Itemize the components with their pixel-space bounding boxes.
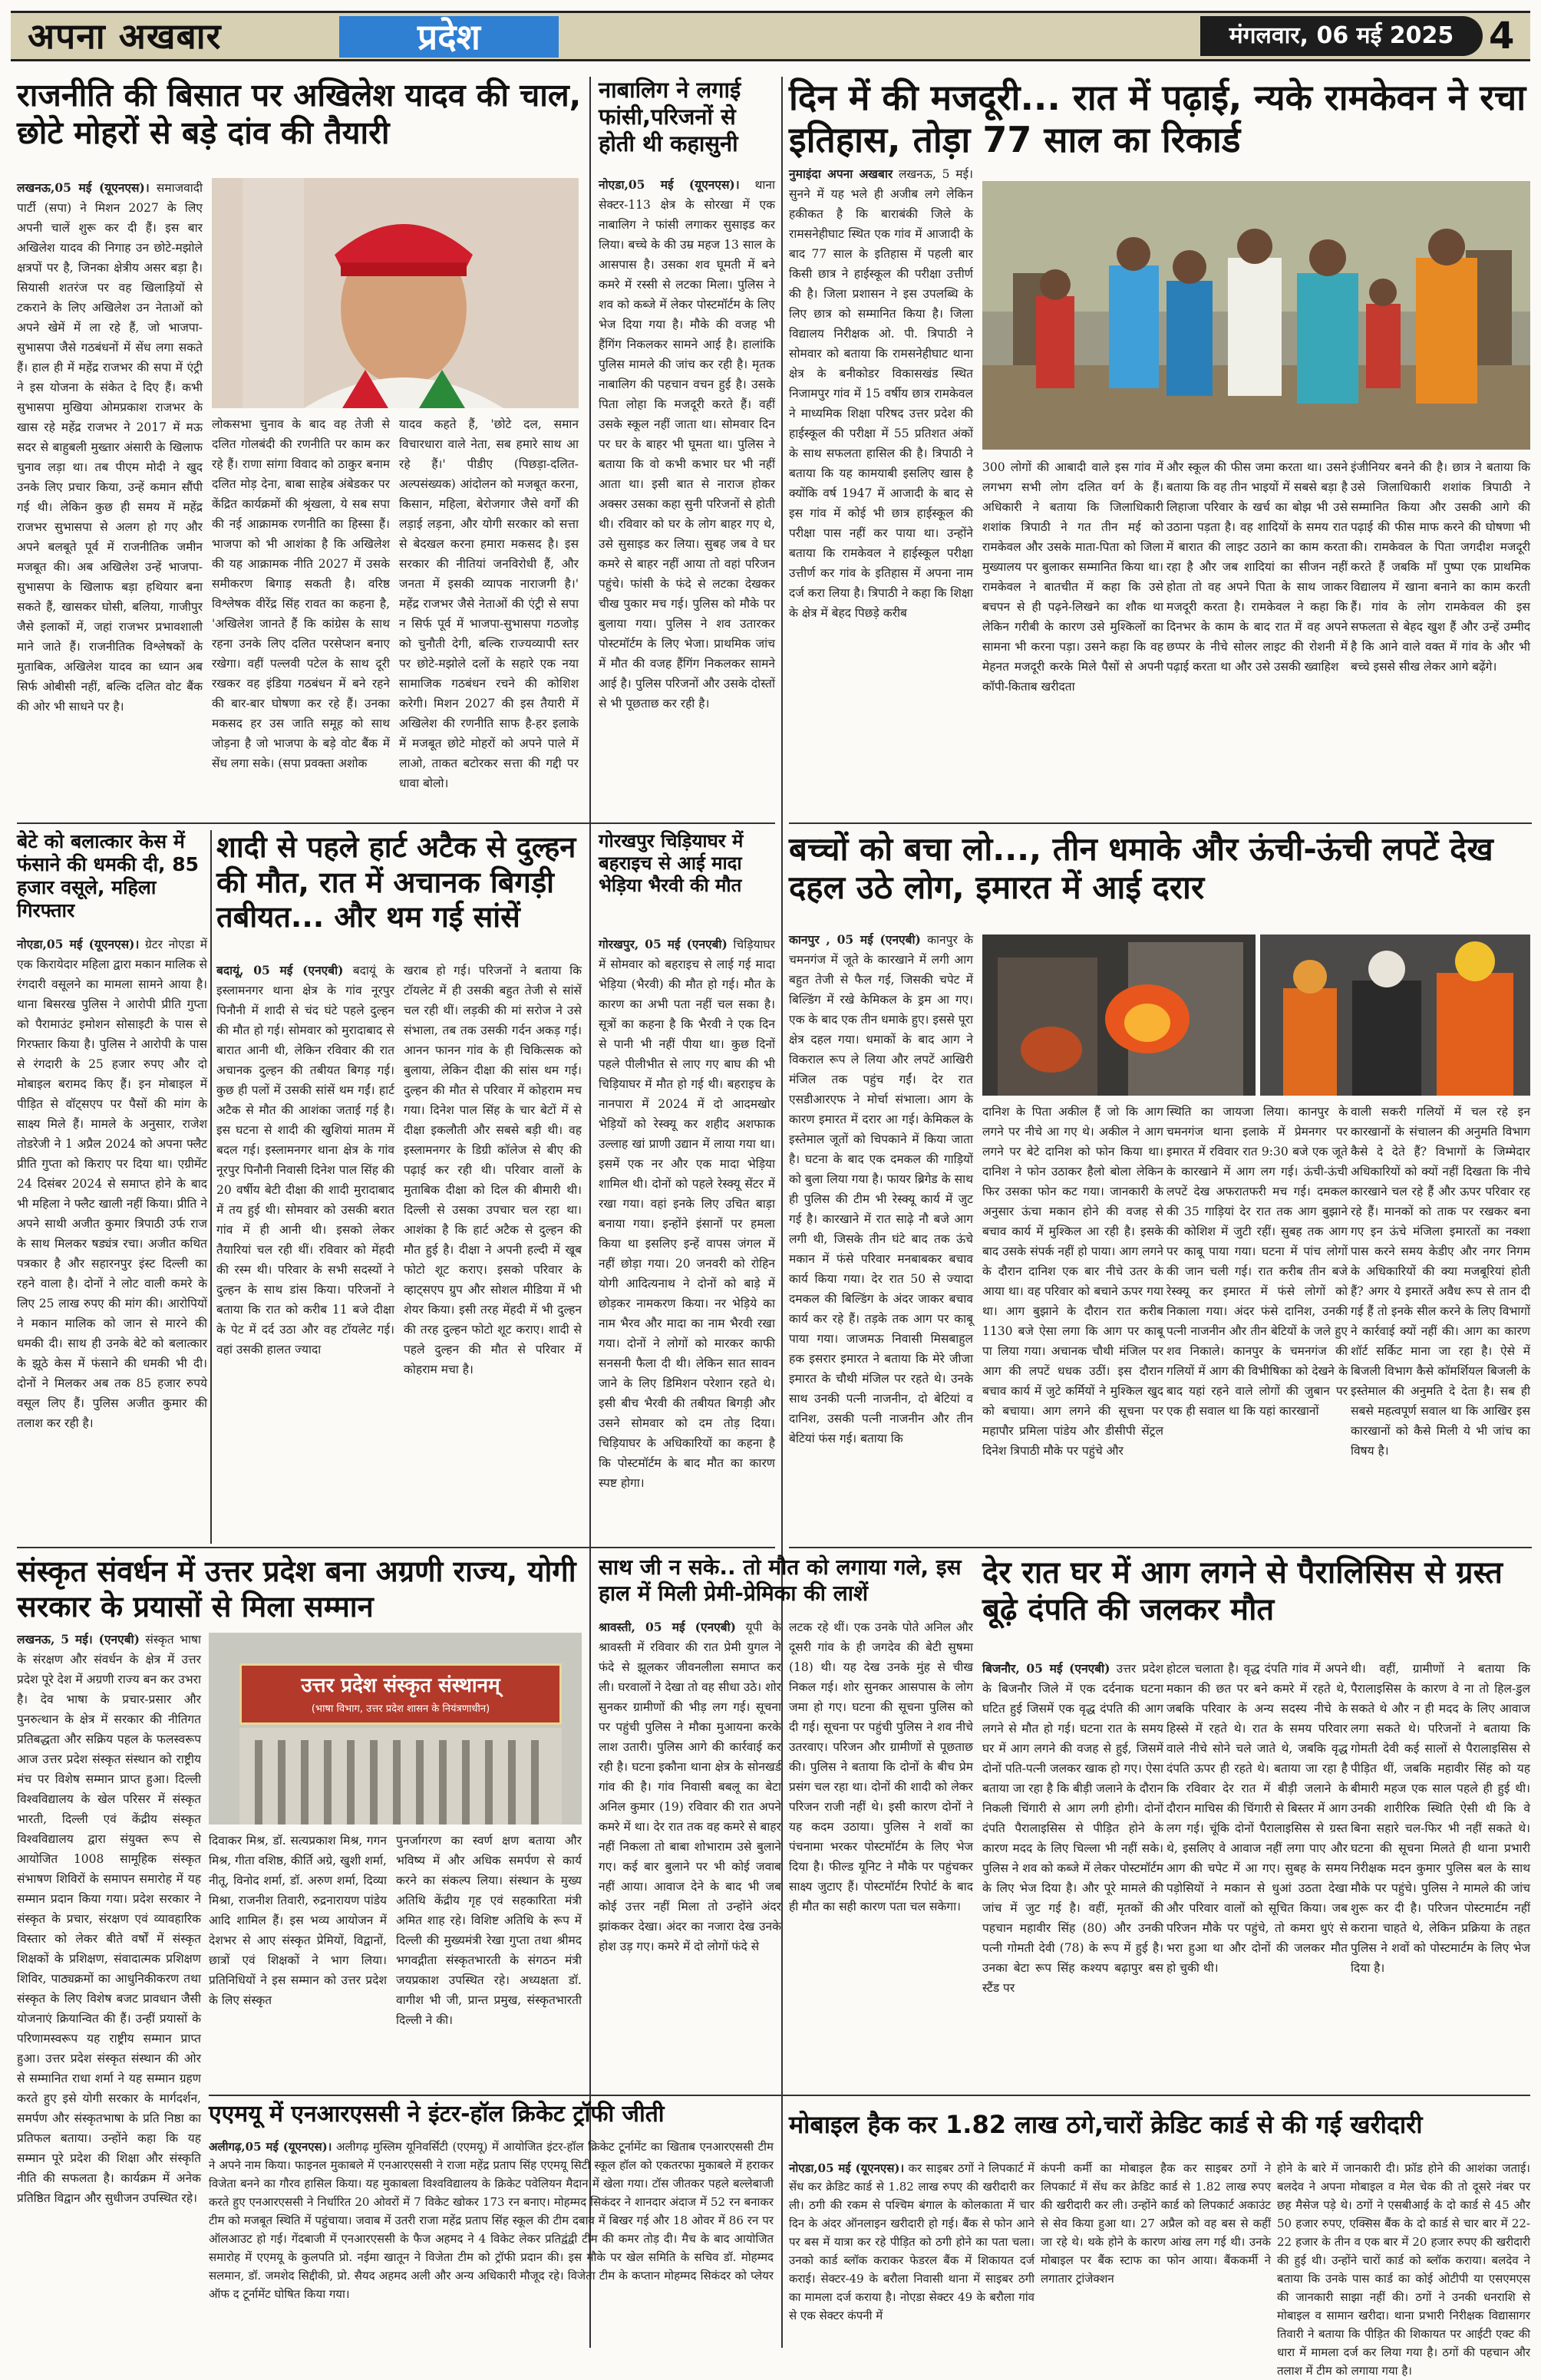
- signboard-title: उत्तर प्रदेश संस्कृत संस्थानम्: [301, 1674, 500, 1697]
- mobile-hack-col3: होने के बारे में जानकारी दी। फ्रॉड होने की आशंका जताई। बलदेव ने अपना मोबाइल व मेल चेक की तो दूसरे नंबर पर छह मैसेज पड़े थे। ठगों ने एसबीआई के दो कार्ड से 45 और 50 हजार रुपए, एक्सिस बैंक के दो कार्ड से चार बार में 22-22 हजार के तीन व एक बार में 20 हजार रुपए की खरीदारी की हुई थी। उन्होंने चारों कार्ड को ब्लॉक कराया। बलदेव ने बताया कि उनके पास कार्ड का कोई ओटीपी या एसएमएस की जानकारी साझा नहीं की। ठगों ने उनकी धनराशि से मोबाइल व सामान खरीदा। थाना प्रभारी निरीक्षक विद्यासागर तिवारी ने बताया कि पीड़ित की शिकायत पर आईटी एक्ट की धारा में मामला दर्ज कर लिया गया है। ठगों की पहचान और तलाश में टीम को लगाया गया है।: [1277, 2161, 1530, 2378]
- bijnor-col2: होटल चलाता है। वृद्ध दंपति गांव में अपने मकान की छत पर बने कमरे में रहते थे, जबकि परिवार के अन्य सदस्य नीचे के हिस्से में रहते थे। रात के समय परिवार वाले नीचे सोने चले जाते थे, जबकि वृद्ध दंपति ऊपर ही रहते थे। बताया जा रहा है कि रविवार देर रात में बीड़ी जलाने के दौरान माचिस की चिंगारी से बिस्तर में आग लग गई। चूंकि दोनों पैरालाइसिस से ग्रस्त थे, इसलिए वे आवाज नहीं लगा पाए और आग की चपेट में आ गए। सुबह के समय पड़ोसियों ने मकान से धुआं उठता देखा और परिवार वालों को सूचित किया। जब परिजन मौके पर पहुंचे, तो कमरा धुएं से भरा हुआ था और दोनों की जलकर मौत हो चुकी थी।: [1166, 1662, 1348, 1975]
- dateline: लखनऊ, 5 मई। (एनएबी): [17, 1632, 140, 1647]
- dateline: बिजनौर, 05 मई (एनएबी): [982, 1661, 1110, 1676]
- lovers-col1: [599, 1617, 781, 2088]
- bijnor-col3: थी। वहीं, ग्रामीणों ने बताया कि पैरालाइसिस के कारण वे ना तो हिल-डुल सकते थे और न ही मदद के लिए आवाज लगा सकते थे। परिजनों ने बताया कि गोमती देवी कई सालों से पैरालाइसिस से पीड़ित थीं, जबकि महावीर सिंह को यह बीमारी महज एक साल पहले ही हुई थी। उनकी शारीरिक स्थिति ऐसी थी कि वे बिना सहारे चल-फिर भी नहीं सकते थे। घटना की सूचना मिलते ही थाना प्रभारी निरीक्षक मदन कुमार पुलिस बल के साथ मौके पर पहुंचे। पुलिस ने मामले की जांच शुरू कर दी है। परिजन पोस्टमार्टम नहीं कराना चाहते थे, लेकिन प्रक्रिया के तहत पुलिस ने शवों को पोस्टमार्टम के लिए भेज दिया है।: [1351, 1662, 1530, 1975]
- issue-date: मंगलवार, 06 मई 2025: [1200, 16, 1483, 56]
- akhilesh-col1: [17, 178, 203, 792]
- sanskrit-col3: पुनर्जागरण का स्वर्ण क्षण बताया और भविष्य में और अधिक समर्पण से कार्य करने का संकल्प लिया। संस्थान के मुख्य अतिथि केंद्रीय गृह एवं सहकारिता मंत्री अमित शाह रहे। विशिष्ट अतिथि के रूप में दिल्ली की मुख्यमंत्री रेखा गुप्ता तथा श्रीमद भगवद्गीता संस्कृतभारती के संगठन मंत्री जयप्रकाश उपस्थित रहे। अध्यक्षता डॉ. वागीश भी जी, प्रान्त प्रमुख, संस्कृतभारती दिल्ली ने की।: [396, 1834, 582, 2027]
- ramkewal-col4: इंजीनियर बनने की है। छात्र ने बताया कि उसे जिलाधिकारी शशांक त्रिपाठी ने सम्मानित किया और उसकी आगे की पढ़ाई की फीस माफ करने की घोषणा भी की। रामकेवल के पिता जगदीश मजदूरी करते हैं जबकि माँ पुष्पा एक प्राथमिक विद्यालय में खाना बनाने का काम करती हैं। गांव के लोग रामकेवल की इस सफलता से बेहद खुश हैं और उन्हें उम्मीद है कि आने वाले वक्त में गांव के और भी बच्चे इससे सीख लेकर आगे बढ़ेंगे।: [1351, 460, 1530, 674]
- nabalig-headline: नाबालिग ने लगाई फांसी,परिजनों से होती थी कहासुनी: [599, 77, 741, 157]
- article-text: कर साइबर ठगों ने लिपकार्ट में सेंध कर क्रेडिट कार्ड से 1.82 लाख रुपए की खरीदारी कर ली। ठगी की रकम से पश्चिम बंगाल के कोलकाता में चार दिन के अंदर ऑनलाइन खरीदारी हो गई। बैंक से फोन आने पर बस में यात्रा कर रहे पीड़ित को ठगी होने का पता चला। उनको कार्ड ब्लॉक कराकर फेडरल बैंक में शिकायत दर्ज कराई। सेक्टर-49 के बरौला निवासी थाना में साइबर ठगी का मामला दर्ज कराया है। नोएडा सेक्टर 49 के बरौला गांव से एक सेक्टर कंपनी में: [789, 2161, 1034, 2322]
- article-text: बदायूं के इस्लामनगर थाना क्षेत्र के गांव नूरपुर पिनौनी में शादी से चंद घंटे पहले दुल्हन की मौत हो गई। सोमवार को मुरादाबाद से बारात आनी थी, लेकिन रविवार की रात अचानक दुल्हन की तबीयत बिगड़ गई। कुछ ही पलों में उसकी सांसें थम गईं। हार्ट अटैक से मौत की आशंका जताई गई है। इस घटना से शादी की खुशियां मातम में बदल गई। इस्लामनगर थाना क्षेत्र के गांव नूरपुर पिनौनी निवासी दिनेश पाल सिंह की 20 वर्षीय बेटी दीक्षा की शादी मुरादाबाद में तय हुई थी। सोमवार को उसकी बरात गांव में ही आनी थी। इसको लेकर तैयारियां चल रही थीं। रविवार को मेंहदी की रस्म थी। परिवार के सभी सदस्यों ने दुल्हन के साथ डांस किया। परिजनों ने बताया कि रात को करीब 11 बजे दीक्षा के पेट में दर्द उठा और वह टॉयलेट गई। वहां उसकी हालत ज्यादा: [216, 964, 394, 1356]
- sanskrit-col2: दिवाकर मिश्र, डॉ. सत्यप्रकाश मिश्र, गगन मिश्र, गीता वशिष्ठ, कीर्ति अग्रे, खुशी शर्मा, नीतू, विनोद शर्मा, डॉ. अरुण शर्मा, दिव्या मिश्रा, राजनीश तिवारी, रुद्रनारायण पांडेय आदि शामिल हैं। इस भव्य आयोजन में देशभर से आए संस्कृत प्रेमियों, विद्वानों, छात्रों एवं शिक्षकों ने भाग लिया। प्रतिनिधियों ने इस सम्मान को उत्तर प्रदेश के लिए संस्कृत: [209, 1834, 387, 2007]
- masthead-bar: [11, 11, 1530, 61]
- kanpur-col2: दानिश के पिता अकील हैं जो कि आग लगने पर नीचे आ गए थे। अकील ने आग लगने पर बेटे दानिश को फोन किया था। दानिश ने फोन उठाकर हैलो बोला लेकिन फिर उसका फोन कट गया। जानकारी के अनुसार ऊंचा मकान होने की वजह से बचाव कार्य में मुश्किल आ रही है। इसके बाद उसके संपर्क नहीं हो पाया। आग लगने के दौरान दानिश एक बार नीचे उतर के आया था। वह परिवार को बचाने ऊपर गया था। आग बुझाने के दौरान रात करीब 1130 बजे ऐसा लगा कि आग पर काबू पा लिया गया। अचानक चौथी मंजिल पर आग की लपटें धधक उठीं। इस दौरान बचाव कार्य में जुटे कर्मियों ने मुश्किल खुद को बचाया। आग लगने की सूचना पर महापौर प्रमिला पांडेय और डीसीपी सेंट्रल दिनेश त्रिपाठी मौके पर पहुंचे और: [982, 1105, 1163, 1458]
- dateline: लखनऊ,05 मई (यूएनएस)।: [17, 180, 150, 195]
- column-divider: [781, 77, 783, 2348]
- column-divider: [589, 77, 591, 2348]
- institute-signboard: [239, 1663, 562, 1725]
- amu-cricket-headline: एएमयू में एनआरएससी ने इंटर-हॉल क्रिकेट ट्रॉफी जीती: [209, 2101, 665, 2128]
- wolf-text: [599, 935, 775, 1541]
- rescue-team-image: [1260, 935, 1530, 1096]
- wolf-headline: गोरखपुर चिड़ियाघर में बहराइच से आई मादा भेड़िया भैरवी की मौत: [599, 830, 744, 896]
- bride-col1: [216, 961, 394, 1541]
- article-text: कानपुर के चमनगंज में जूते के कारखाने में लगी आग बहुत तेजी से फैल गई, जिसकी चपेट में बिल्डिंग में रखे केमिकल के ड्रम आ गए। एक के बाद एक तीन धमाके हुए। इससे पूरा क्षेत्र दहल गया। धमाकों के बाद आग ने विकराल रूप ले लिया और लपटें आखिरी मंजिल तक पहुंच गईं। देर रात एसडीआरएफ ने मोर्चा संभाला। आग के कारण इमारत में दरार आ गई। केमिकल के इस्तेमाल जूतों को चिपकाने में किया जाता है। घटना के बाद एक दमकल की गाड़ियों को बुला लिया गया है। फायर ब्रिगेड के साथ ही पुलिस की टीम भी रेस्क्यू कार्य में जुट गई है। कारखाने में रात साढ़े नौ बजे आग लगी थी, जिसके तीन घंटे बाद तक ऊंचे मकान में फंसे परिवार मनबाबकर बचाव कार्य किया गया। देर रात 50 से ज्यादा दमकल की बिल्डिंग के अंदर जाकर बचाव कार्य कर रहे हैं। तड़के तक आग पर काबू पाया गया। जाजमऊ निवासी मिसबाहुल हक इसरार इमारत ने बताया कि मेरे जीजा इमारत के चौथी मंजिल पर रहते थे। उनके साथ उनकी पत्नी नाजनीन, दो बेटियां व दानिश, उसकी पत्नी नाजनीन और तीन बेटियां फंस गई। बताया कि: [789, 933, 974, 1445]
- bride-headline: शादी से पहले हार्ट अटैक से दुल्हन की मौत, रात में अचानक बिगड़ी तबीयत... और थम गई सांसें: [216, 830, 576, 935]
- article-text: अलीगढ़ मुस्लिम यूनिवर्सिटी (एएमयू) में आयोजित इंटर-हॉल क्रिकेट टूर्नामेंट का खिताब एनआरएससी टीम ने अपने नाम किया। फाइनल मुकाबले में एनआरएससी ने राजा महेंद्र प्रताप सिंह एएमयू सिटी स्कूल हॉल को एकतरफा मुकाबले में हराकर विजेता बनने का गौरव हासिल किया। यह मुकाबला विश्वविद्यालय के क्रिकेट पवेलियन मैदान में खेला गया। टॉस जीतकर पहले बल्लेबाजी करते हुए एनआरएससी ने निर्धारित 20 ओवरों में 7 विकेट खोकर 173 रन बनाए। मोहम्मद सिकंदर ने शानदार अंदाज में 52 रन बनाकर टीम को मजबूत स्थिति में पहुंचाया। जवाब में उतरी राजा महेंद्र प्रताप सिंह स्कूल की टीम दबाव में बिखर गई और 18 ओवर में 86 रन पर ऑलआउट हो गई। गेंदबाजी में एनआरएससी के फैज अहमद ने 4 विकेट लेकर प्रतिद्वंद्वी टीम की कमर तोड़ दी। मैच के बाद आयोजित समारोह में एएमयू के कुलपति प्रो. नईमा खातून ने विजेता टीम को ट्रॉफी प्रदान की। इस मौके पर खेल समिति के सचिव डॉ. मोहम्मद सलमान, डॉ. जमशेद सिद्दीकी, प्रो. सैयद अहमद अली और अन्य अधिकारी मौजूद रहे। विजेता टीम के कप्तान मोहम्मद सिकंदर को प्लेयर ऑफ द टूर्नामेंट घोषित किया गया।: [209, 2140, 774, 2301]
- mobile-hack-col2: कंपनी कर्मी का मोबाइल हैक कर साइबर ठगों ने लिपकार्ट में सेंध कर क्रेडिट कार्ड से 1.82 लाख रुपए की खरीदारी कर ली। उन्होंने कार्ड को लिपकार्ट अकाउंट से सेव किया हुआ था। 27 अप्रैल को वह बस से कहीं जा रहे थे। थके होने के कारण आंख लग गई थी। उनके मोबाइल पर बैंक स्टाफ का फोन आया। बैंककर्मी ने लगातार ट्रांजेक्शन: [1041, 2161, 1271, 2286]
- amu-cricket-text: [209, 2138, 774, 2348]
- bijnor-headline: देर रात घर में आग लगने से पैरालिसिस से ग्रस्त बूढ़े दंपति की जलकर मौत: [982, 1555, 1503, 1627]
- lovers-col2: लटक रहे थीं। एक उनके पोते अनिल और दूसरी गांव के ही जगदेव की बेटी सुषमा (18) थी। यह देख उनके मुंह से चीख निकल गई। शोर सुनकर आसपास के लोग जमा हो गए। घटना की सूचना पुलिस को दी गई। सूचना पर पहुंची पुलिस ने शव नीचे उतरवाए। परिजन और ग्रामीणों से पूछताछ की। पुलिस ने बताया कि दोनों के बीच प्रेम प्रसंग चल रहा था। दोनों की शादी को लेकर परिजन राजी नहीं थे। इसी कारण दोनों ने यह कदम उठाया। पुलिस ने शवों का पंचनामा भरकर पोस्टमॉर्टम के लिए भेज दिया है। फील्ड यूनिट ने मौके पर पहुंचकर साक्ष्य जुटाए हैं। पोस्टमॉर्टम रिपोर्ट के बाद ही मौत का सही कारण पता चल सकेगा।: [789, 1620, 973, 1914]
- kanpur-fire-headline: बच्चों को बचा लो..., तीन धमाके और ऊंची-ऊंची लपटें देख दहल उठे लोग, इमारत में आई दरार: [789, 830, 1493, 907]
- ramkewal-family-photo: [982, 181, 1530, 450]
- article-text: लखनऊ, 5 मई। सुनने में यह भले ही अजीब लगे लेकिन हकीकत है कि बाराबंकी जिले के रामसनेहीघाट स्थित एक गांव में आजादी के बाद 77 साल के इतिहास में पहली बार किसी छात्र ने हाईस्कूल की परीक्षा उत्तीर्ण की है। जिला प्रशासन ने इस उपलब्धि के लिए छात्र को सम्मानित किया है। जिला विद्यालय निरीक्षक ओ. पी. त्रिपाठी ने सोमवार को बताया कि रामसनेहीघाट थाना क्षेत्र के बनीकोडर विकासखंड स्थित निजामपुर गांव में 15 वर्षीय छात्र रामकेवल ने माध्यमिक शिक्षा परिषद उत्तर प्रदेश की हाईस्कूल की परीक्षा में 55 प्रतिशत अंकों के साथ सफलता हासिल की है। त्रिपाठी ने बताया कि यह कामयाबी इसलिए खास है क्योंकि वर्ष 1947 में आजादी के बाद से इस गांव में कोई भी छात्र हाईस्कूल की परीक्षा पास नहीं कर पाया था। उन्होंने बताया कि रामकेवल ने हाईस्कूल परीक्षा उत्तीर्ण कर गांव के इतिहास में अपना नाम दर्ज करा लिया है। त्रिपाठी ने कहा कि शिक्षा के क्षेत्र में बेहद पिछड़े करीब: [789, 167, 973, 620]
- mobile-hack-headline: मोबाइल हैक कर 1.82 लाख ठगे,चारों क्रेडिट कार्ड से की गई खरीदारी: [789, 2110, 1423, 2139]
- row-divider: [17, 1547, 775, 1548]
- article-text: उत्तर प्रदेश के बिजनौर जिले में एक दर्दनाक घटना घटित हुई जिसमें एक वृद्ध दंपति की आग लगने से मौत हो गई। घटना रात के समय घर में आग लगने की वजह से हुई, जिसमें दोनों पति-पत्नी जलकर खाक हो गए। ऐसा बताया जा रहा है कि बीड़ी जलाने के दौरान निकली चिंगारी से आग लगी होगी। दोनों दंपति पैरालाइसिस से पीड़ित होने के कारण मदद के लिए चिल्ला भी नहीं सके। पुलिस ने शव को कब्जे में लेकर पोस्टमॉर्टम के लिए भेज दिया है। और पूरे मामले की जांच में जुट गई है। वहीं, मृतकों की पहचान महावीर सिंह (80) और उनकी पत्नी गोमती देवी (78) के रूप में हुई है। उनका बेटा रूप सिंह कश्यप बढ़ापुर बस स्टैंड पर: [982, 1662, 1163, 1995]
- page-number: 4: [1489, 15, 1515, 58]
- village-family-image: [982, 181, 1530, 450]
- akhilesh-headline: राजनीति की बिसात पर अखिलेश यादव की चाल, छोटे मोहरों से बड़े दांव की तैयारी: [17, 77, 582, 152]
- dateline: नुमाइंदा अपना अखबार: [789, 166, 893, 181]
- akhilesh-col2: लोकसभा चुनाव के बाद वह तेजी से दलित गोलबंदी की रणनीति पर काम कर रहे हैं। राणा सांगा विवाद को ठाकुर बनाम दलित मोड़ देना, बाबा साहेब अंबेडकर पर केंद्रित कार्यक्रमों की श्रृंखला, ये सब सपा की नई आक्रामक रणनीति का हिस्सा हैं। भाजपा को भी आशंका है कि अखिलेश की यह आक्रामक नीति 2027 में उसके समीकरण बिगाड़ सकती है। वरिष्ठ विश्लेषक वीरेंद्र सिंह रावत का कहना है, 'अखिलेश जानते हैं कि कांग्रेस के साथ रहना उनके लिए दलित परसेप्शन बनाए रखेगा। वहीं पल्लवी पटेल के साथ दूरी रखकर वह इंडिया गठबंधन में बने रहने की बार-बार घोषणा कर रहे हैं। उनका मकसद हर उस जाति समूह को साथ जोड़ना है जो भाजपा के बड़े वोट बैंक में सेंध लगा सके। (सपा प्रवक्ता अशोक: [212, 417, 390, 770]
- dateline: नोएडा,05 मई (यूएनएस)।: [789, 2161, 905, 2175]
- section-label: प्रदेश: [339, 16, 559, 58]
- article-text: संस्कृत भाषा के संरक्षण और संवर्धन के क्षेत्र में उत्तर प्रदेश पूरे देश में अग्रणी राज्य बन कर उभरा है। देव भाषा के प्रचार-प्रसार और पुनरुत्थान के क्षेत्र में सरकार की नीतिगत प्रतिबद्धता और सक्रिय पहल के फलस्वरूप आज उत्तर प्रदेश संस्कृत संस्थान को राष्ट्रीय मंच पर विशेष सम्मान प्राप्त हुआ। दिल्ली विश्वविद्यालय के खेल परिसर में संस्कृत भारती, दिल्ली एवं केंद्रीय संस्कृत विश्वविद्यालय द्वारा संयुक्त रूप से आयोजित 1008 सामूहिक संस्कृत संभाषण शिविरों के समापन समारोह में यह सम्मान प्रदान किया गया। प्रदेश सरकार ने संस्कृत के प्रचार, संरक्षण एवं व्यावहारिक विस्तार को लेकर बीते वर्षों में संस्कृत शिक्षकों के प्रशिक्षण, संवादात्मक प्रशिक्षण शिविर, पाठ्यक्रमों का आधुनिकीकरण तथा संस्कृत के लिए विशेष बजट प्रावधान जैसी योजनाएं क्रियान्वित की हैं। उन्हीं प्रयासों के परिणामस्वरूप यह राष्ट्रीय सम्मान प्राप्त हुआ। उत्तर प्रदेश संस्कृत संस्थान की ओर से सम्मानित राधा शर्मा ने यह सम्मान ग्रहण करते हुए इसे योगी सरकार के मार्गदर्शन, समर्पण और संस्कृतभाषा के प्रति निष्ठा का प्रतिफल बताया। उन्होंने कहा कि यह सम्मान पूरे प्रदेश की शिक्षा और संस्कृति नीति की सफलता है। कार्यक्रम में अनेक प्रतिष्ठित विद्वान और सुधीजन उपस्थित रहे।: [17, 1633, 201, 2205]
- sanskrit-col1: [17, 1630, 201, 2348]
- mobile-hack-col1: [789, 2159, 1034, 2348]
- rescue-workers-photo: [1260, 935, 1530, 1096]
- bijnor-col1: [982, 1659, 1163, 2088]
- blackmail-headline: बेटे को बलात्कार केस में फंसाने की धमकी दी, 85 हजार वसूले, महिला गिरफ्तार: [17, 830, 200, 921]
- kanpur-col1: [789, 930, 973, 1542]
- row-divider: [789, 1547, 1532, 1548]
- row-divider: [209, 2095, 1530, 2096]
- dateline: नोएडा,05 मई (यूएनएस)।: [599, 177, 740, 192]
- row-divider: [17, 822, 775, 824]
- ramkewal-col3: और स्कूल की फीस जमा करता था। उसने बताया कि वह तीन भाइयों में सबसे बड़ा है लिहाजा परिवार के खर्च का बोझ भी उसे उठाना पड़ता है। वह शादियों के समय रात में बारात की लाइट उठाने का काम करता रहा है और जब शादियां का सीजन नहीं होता तो वह अपने पिता के साथ जाकर मजदूरी करता है। रामकेवल ने कहा कि दिनभर के काम के बाद रात में वह अपने छप्पर के नीचे सोलर लाइट की रोशनी में पढ़ाई करता था और उसे उसकी ख्वाहिश: [1166, 460, 1348, 674]
- row-divider: [789, 822, 1532, 824]
- dateline: बदायूं, 05 मई (एनएबी): [216, 963, 344, 977]
- article-text: थाना सेक्टर-113 क्षेत्र के सोरखा में एक नाबालिग ने फांसी लगाकर सुसाइड कर लिया। बच्चे के की उम्र महज 13 साल के आसपास है। उसका शव घूमती में बने कमरे में रस्सी से लटका मिला। पुलिस ने शव को कब्जे में लेकर पोस्टमॉर्टम के लिए भेज दिया गया है। मौके की वजह भी हैंगिंग निकलकर सामने आई है। हालांकि पुलिस मामले की जांच कर रही है। मृतक नाबालिग की पहचान वचन हुई है। उसके पिता लोहा कि मजदूरी करते हैं। वहीं उसके स्कूल नहीं जाता था। सोमवार दिन पर घर के बाहर भी घूमता था। पुलिस ने बताया कि वो कभी कभार घर भी नहीं आता था। इसी बात से नाराज होकर अक्सर उसका कहा सुनी परिजनों से होती थी। रविवार को घर के लोग बाहर गए थे, उसे सुसाइड कर लिया। सुबह जब वे घर कमरे से बाहर नहीं आया तो वहां परिजन पहुंचे। फांसी के फंदे से लटका देखकर चीख पुकार मच गई। पुलिस को मौके पर बुलाया गया। पुलिस ने शव उतारकर पोस्टमॉर्टम के लिए भेजा। प्राथमिक जांच में मौत की वजह हैंगिंग निकलकर सामने आई है। पुलिस परिजनों और उसके दोस्तों से भी पूछताछ कर रही है।: [599, 178, 775, 710]
- kanpur-col4: वाली सकरी गलियों में चल रहे इन कारखानों के संचालन की अनुमति विभाग कैसे दे देते हैं? विभागों के जिम्मेदार अधिकारियों को क्यों नहीं दिखता कि नीचे कारखाने चल रहे हैं और ऊपर परिवार रह रहे हैं। मानकों को ताक पर रखकर बना गए इन ऊंचे मंजिला इमारतों का नक्शा पास करने समय केडीए और नगर निगम के अधिकारियों की क्या मजबूरियां होती हैं? अगर ये इमारतें अवैध रूप से तान दी गई हैं तो इनके सील करने के लिए विभागों ने कार्रवाई क्यों नहीं की। आग का कारण शॉर्ट सर्किट माना जा रहा है। ऐसे में बिजली विभाग कैसे कॉमर्शियल बिजली के इस्तेमाल की अनुमति दे देता है। सब ही सबसे महत्वपूर्ण सवाल था कि आखिर इस कारखानों को कैसे मिली ये भी जांच का विषय है।: [1351, 1105, 1530, 1458]
- ramkewal-headline: दिन में की मजदूरी... रात में पढ़ाई, न्‍यके रामकेवन ने रचा इतिहास, तोड़ा 77 साल का रिकार्ड: [789, 77, 1526, 161]
- dateline: अलीगढ़,05 मई (यूएनएस)।: [209, 2140, 332, 2154]
- sanskrit-institute-photo: [209, 1633, 582, 1825]
- akhilesh-col3: यादव कहते हैं, 'छोटे दल, समान विचारधारा वाले नेता, सब हमारे साथ आ रहे हैं।' पीडीए (पिछड़ा-दलित-अल्पसंख्यक) आंदोलन को मजबूत करना, किसान, महिला, बेरोजगार जैसे वर्गों की लड़ाई लड़ना, और योगी सरकार को सत्ता से बेदखल करना हमारा मकसद है। इस सरकार की नीतियां जनविरोधी हैं, और जनता में इसकी व्यापक नाराजगी है।' महेंद्र राजभर जैसे नेताओं की एंट्री से सपा न सिर्फ पूर्व में भाजपा-सुभासपा गठजोड़ को चुनौती देगी, बल्कि राज्यव्यापी स्तर पर छोटे-मझोले दलों के सहारे एक नया सामाजिक गठबंधन रचने की कोशिश करेगी। मिशन 2027 की इस तैयारी में अखिलेश की रणनीति साफ है-हर इलाके में मजबूत छोटे मोहरों को अपने पाले में लाओ, ताकत बटोरकर सत्ता की गद्दी पर धावा बोलो।: [399, 417, 579, 790]
- article-text: चिड़ियाघर में सोमवार को बहराइच से लाई गई मादा भेड़िया (भैरवी) की मौत हो गई। मौत के कारण का अभी पता नहीं चल सका है। सूत्रों का कहना है कि भैरवी ने एक दिन से पानी भी नहीं पीया था। कुछ दिनों पहले पीलीभीत से लाए गए बाघ की भी चिड़ियाघर में मौत हो गई थी। बहराइच के नानपारा में 2024 में दो आदमखोर भेड़ियों को रेस्क्यू कर शहीद अशफाक उल्लाह खां प्राणी उद्यान में लाया गया था। इसमें एक नर और एक मादा भेड़िया शामिल थी। दोनों को पहले रेस्क्यू सेंटर में रखा गया। वहां इनके लिए उचित बाड़ा बनाया गया। इन्होंने इंसानों पर हमला किया था इसलिए इन्हें वापस जंगल में नहीं छोड़ा गया। 20 जनवरी को रोहिन योगी आदित्यनाथ ने दोनों को बाड़े में छोड़कर नामकरण किया। नर भेड़िये का नाम भैरव और मादा का नाम भैरवी रखा गया। दोनों ने लोगों को मारकर काफी सनसनी फैला दी थी। लेकिन सात सावन जाने के लिए डिमिशन परेशान रहते थे। इसी बीच भैरवी की तबीयत बिगड़ी और उसने सोमवार को दम तोड़ दिया। चिड़ियाघर के अधिकारियों का कहना है कि पोस्टमॉर्टम के बाद मौत का कारण स्पष्ट होगा।: [599, 938, 776, 1490]
- kanpur-col3: स्थिति का जायजा लिया। कानपुर के चमनगंज थाना इलाके में प्रेमनगर पर इमारत में रविवार रात 9:30 बजे एक जूते के कारखाने में आग लग गई। ऊंची-ऊंची लपटें देख अफरातफरी मच गई। दमकल की 35 गाड़ियां देर रात तक आग बुझाने की कोशिश में जुटी रहीं। सुबह तक आग पर काबू पाया गया। घटना में पांच लोगों की जान चली गई। रात करीब तीन बजे रेस्क्यू कर इमारत में फंसे लोगों को निकाला गया। अंदर फंसे दानिश, उनकी पत्नी नाजनीन और तीन बेटियों के जले हुए शव निकाले। कानपुर के चमनगंज की गलियों में आग की विभीषिका को देखने के बाद यहां रहने वाले लोगों की जुबान पर एक ही सवाल था कि यहां कारखानों: [1166, 1105, 1348, 1418]
- article-text: यूपी के श्रावस्ती में रविवार की रात प्रेमी युगल ने फंदे से झूलकर जीवनलीला समाप्त कर ली। घरवालों ने देखा तो वह सीधा उठे। शोर सुनकर ग्रामीणों की भीड़ लग गई। सूचना पर पहुंची पुलिस ने मौका मुआयना करके लाश उतारी। पुलिस आगे की कार्रवाई कर रही है। घटना इकौना थाना क्षेत्र के सोनखर्ड गांव की है। गांव निवासी बबलू का बेटा अनिल कुमार (19) रविवार की रात अपने कमरे में था। देर रात तक वह कमरे से बाहर नहीं निकला तो बाबा शोभाराम उसे बुलाने गए। कई बार बुलाने पर भी कोई जवाब नहीं आया। आवाज देने के बाद भी जब कोई उत्तर नहीं मिला तो उन्होंने अंदर झांककर देखा। अंदर का नजारा देख उनके होश उड़ गए। कमरे में दो लोगों फंदे से: [599, 1620, 782, 1953]
- nabalig-text: [599, 175, 775, 813]
- bride-col2: खराब हो गई। परिजनों ने बताया कि टॉयलेट में ही उसकी बहुत तेजी से सांसें चल रही थीं। लड़की की मां सरोज ने उसे संभाला, तब तक उसकी गर्दन अकड़ गई। आनन फानन गांव के ही चिकित्सक को बुलाया, लेकिन दीक्षा की सांस थम गई। दुल्हन की मौत से परिवार में कोहराम मच गया। दिनेश पाल सिंह के चार बेटों में से दीक्षा इकलौती और सबसे बड़ी थी। वह इस्लामनगर के डिग्री कॉलेज से बीए की पढ़ाई कर रही थी। परिवार वालों के मुताबिक दीक्षा को दिल की बीमारी थी। दिल्ली से उसका उपचार चल रहा था। आशंका है कि हार्ट अटैक से दुल्हन की मौत हुई है। दीक्षा ने अपनी हल्दी में खूब फोटो शूट कराए। इसको परिवार के व्हाट्सएप ग्रुप और सोशल मीडिया में भी शेयर किया। इसी तरह मेंहदी में भी दुल्हन की तरह दुल्हन फोटो शूट कराए। शादी से पहले दुल्हन की मौत से परिवार में कोहराम मचा है।: [404, 964, 582, 1376]
- ramkewal-col2: 300 लोगों की आबादी वाले इस गांव में लगभग सभी लोग दलित वर्ग के हैं। अधिकारी ने बताया कि जिलाधिकारी शशांक त्रिपाठी ने गत तीन मई को रामकेवल और उसके माता-पिता को जिला मुख्यालय पर बुलाकर सम्मानित किया था। रामकेवल ने बातचीत में कहा कि उसे बचपन से ही पढ़ने-लिखने का शौक था लेकिन गरीबी के कारण उसे मुश्किलों का सामना भी करना पड़ा। उसने कहा कि वह मेहनत मजदूरी करके मिले पैसों से अपनी कॉपी-किताब खरीदता: [982, 460, 1163, 694]
- fire-building-photo: [982, 935, 1256, 1096]
- article-text: समाजवादी पार्टी (सपा) ने मिशन 2027 के लिए अपनी चालें शुरू कर दी हैं। इस बार अखिलेश यादव की निगाह उन छोटे-मझोले क्षत्रपों पर है, जिनका क्षेत्रीय असर बड़ा है। सियासी शतरंज पर वह खिलाड़ियों से टकराने के लिए अखिलेश उन नेताओं को अपने खेमें में ला रहे हैं, जो भाजपा-सुभासपा जैसे गठबंधनों में सेंध लगा सकते हैं। हाल ही में महेंद्र राजभर की सपा में एंट्री ने इस योजना के संकेत दे दिए हैं। कभी सुभासपा मुखिया ओमप्रकाश राजभर के खास रहे महेंद्र राजभर ने 2017 में मऊ सदर से बाहुबली मुख्तार अंसारी के खिलाफ चुनाव लड़ा था। तब पीएम मोदी ने खुद उनके लिए प्रचार किया, उन्हें कमान सौंपी गई थी। लेकिन कुछ ही समय में महेंद्र राजभर सुभासपा से अलग हो गए और अपने बलबूते पूर्व में राजनीतिक जमीन मजबूत की। अब अखिलेश उन्हें भाजपा-सुभासपा के खिलाफ बड़ा हथियार बना सकते हैं, खासकर घोसी, बलिया, गाजीपुर जैसे इलाकों में, जहां राजभर प्रभावशाली माने जाते हैं। राजनीतिक विश्लेषकों के मुताबिक, अखिलेश यादव का ध्यान अब सिर्फ ओबीसी नहीं, बल्कि दलित वोट बैंक की ओर भी साधने पर है।: [17, 181, 203, 714]
- sanskrit-headline: संस्कृत संवर्धन में उत्तर प्रदेश बना अग्रणी राज्य, योगी सरकार के प्रयासों से मिला सम्मान: [17, 1554, 576, 1623]
- lovers-headline: साथ जी न सके.. तो मौत को लगाया गले, इस हाल में मिली प्रेमी-प्रेमिका की लाशें: [599, 1554, 962, 1606]
- dateline: नोएडा,05 मई (यूएनएस)।: [17, 937, 140, 951]
- signboard-subtitle: (भाषा विभाग, उत्तर प्रदेश शासन के नियंत्रणाधीन): [311, 1703, 490, 1715]
- gate-bars: [255, 1740, 546, 1825]
- ramkewal-col1: [789, 164, 973, 816]
- column-divider: [210, 830, 212, 1544]
- newspaper-brand: अपना अखबार: [28, 15, 222, 57]
- dateline: श्रावस्ती, 05 मई (एनएबी): [599, 1620, 736, 1634]
- akhilesh-portrait-image: [212, 178, 579, 408]
- akhilesh-photo: [212, 178, 579, 408]
- dateline: कानपुर , 05 मई (एनएबी): [789, 932, 921, 947]
- dateline: गोरखपुर, 05 मई (एनएबी): [599, 937, 728, 951]
- burning-building-image: [982, 935, 1256, 1096]
- blackmail-text: [17, 935, 207, 1541]
- article-text: ग्रेटर नोएडा में एक किरायेदार महिला द्वारा मकान मालिक से रंगदारी वसूलने का मामला सामने आया है। थाना बिसरख पुलिस ने आरोपी प्रीति गुप्ता को पैरामाउंट इमोशन सोसाइटी के पास से गिरफ्तार किया है। पुलिस ने आरोपी के पास से रंगदारी के 25 हजार रुपए और दो मोबाइल बरामद किए हैं। इन मोबाइल में पीड़ित से वॉट्सएप पर पैसों की मांग के साक्ष्य मिले हैं। मामले के अनुसार, राजेश तोडरेजी ने 1 अप्रैल 2024 को अपना फ्लैट प्रीति गुप्ता को किराए पर दिया था। एग्रीमेंट 24 दिसंबर 2024 से समाप्त होने के बाद भी महिला ने फ्लैट खाली नहीं किया। प्रीति ने अपने साथी अजीत कुमार त्रिपाठी उर्फ राज के साथ मिलकर षड्यंत्र रचा। अजीत कथित पत्रकार है और सहारनपुर इंस्ट दिल्ली का रहने वाला है। दोनों ने लोट वाली कमरे के लिए 25 लाख रुपए की मांग की। आरोपियों ने मकान मालिक को जान से मारने की धमकी दी। साथ ही उनके बेटे को बलात्कार के झूठे केस में फंसाने की धमकी भी दी। दोनों ने मिलकर अब तक 85 हजार रुपये वसूल लिए हैं। पुलिस अजीत कुमार की तलाश कर रही है।: [17, 938, 208, 1430]
